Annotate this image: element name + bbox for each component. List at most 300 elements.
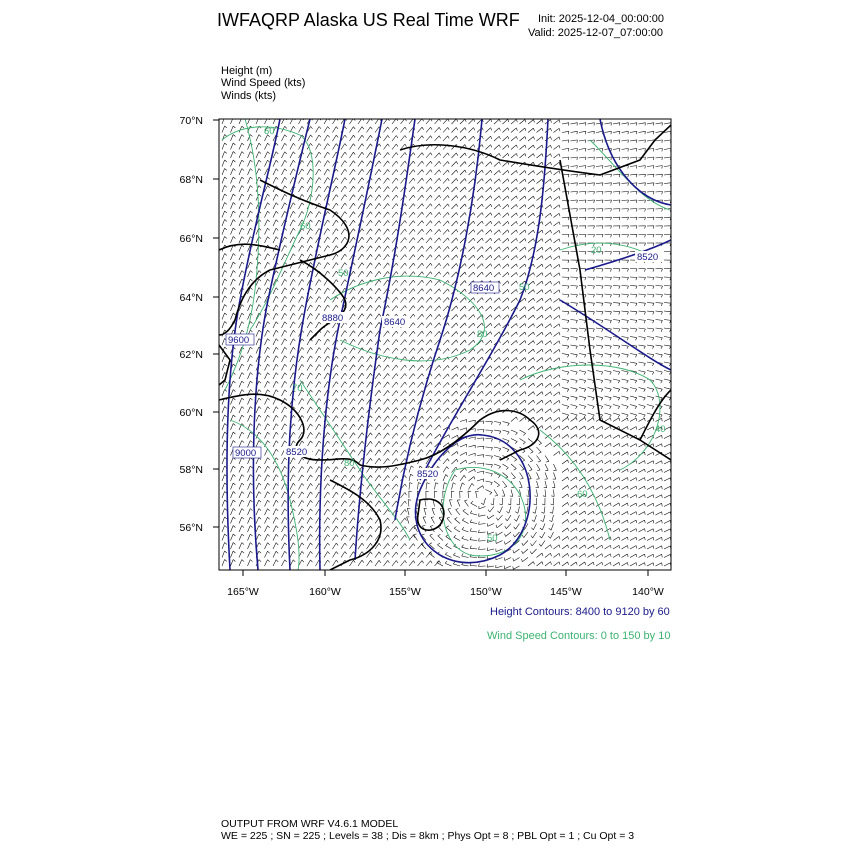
wind-barb-flag xyxy=(474,136,475,139)
wind-barb-flag xyxy=(371,339,373,341)
wind-barb-flag xyxy=(225,126,227,128)
wind-barb-flag xyxy=(439,272,440,275)
wind-barb-flag xyxy=(636,166,637,169)
wind-barb xyxy=(443,153,448,158)
wind-barb-flag xyxy=(328,339,330,341)
wind-barb-flag xyxy=(379,161,381,164)
wind-barb-flag xyxy=(491,474,492,477)
wind-barb xyxy=(537,128,543,132)
wind-barb xyxy=(316,424,320,430)
wind-barb-flag xyxy=(242,305,244,307)
wind-barb xyxy=(307,415,311,421)
wind-barb-flag xyxy=(225,177,227,179)
wind-barb-flag xyxy=(276,305,278,307)
wind-barb-flag xyxy=(516,298,517,301)
wind-barb-flag xyxy=(601,372,603,375)
wind-barb-flag xyxy=(533,264,534,267)
wind-barb xyxy=(460,323,465,328)
wind-barb xyxy=(452,255,457,260)
wind-barb xyxy=(486,315,491,320)
wind-barb xyxy=(588,311,595,312)
wind-barb-flag xyxy=(482,128,483,131)
wind-barb-flag xyxy=(611,209,612,212)
wind-barb xyxy=(324,220,328,226)
wind-barb-flag xyxy=(456,238,457,241)
wind-barb xyxy=(231,152,234,159)
wind-barb xyxy=(409,178,413,183)
wind-barb-flag xyxy=(328,501,330,503)
wind-barb xyxy=(282,152,285,158)
wind-barb-flag xyxy=(491,221,492,224)
wind-barb xyxy=(545,473,548,480)
wind-barb-flag xyxy=(302,279,304,281)
wind-barb xyxy=(511,187,516,192)
wind-barb-flag xyxy=(413,280,415,283)
wind-barb-flag xyxy=(353,424,355,426)
wind-barb-flag xyxy=(619,469,620,472)
wind-barb-flag xyxy=(353,280,355,282)
wind-barb-flag xyxy=(362,399,364,401)
wind-barb-flag xyxy=(371,144,373,146)
wind-barb xyxy=(494,213,499,218)
wind-barb-flag xyxy=(644,363,646,366)
wind-barb xyxy=(384,271,388,277)
wind-barb xyxy=(605,157,612,158)
wind-barb xyxy=(503,391,508,396)
wind-barb-flag xyxy=(499,170,500,173)
wind-barb-flag xyxy=(371,271,373,273)
wind-barb-flag xyxy=(491,465,492,468)
wind-barb xyxy=(426,408,431,413)
wind-barb xyxy=(656,379,663,381)
wind-barb-flag xyxy=(628,226,629,229)
wind-barb-flag xyxy=(462,483,464,485)
wind-barb-flag xyxy=(499,349,500,352)
wind-barb-flag xyxy=(559,179,560,182)
wind-barb-flag xyxy=(645,469,646,472)
wind-barb-flag xyxy=(233,237,235,239)
wind-barb xyxy=(511,289,516,294)
wind-barb xyxy=(307,483,311,489)
wind-barb xyxy=(341,254,345,260)
wind-barb-flag xyxy=(645,452,646,455)
wind-barb xyxy=(265,466,268,472)
wind-barb xyxy=(503,430,510,432)
wind-barb xyxy=(605,200,612,201)
wind-barb-flag xyxy=(285,424,287,426)
wind-barb-flag xyxy=(636,286,637,289)
wind-barb xyxy=(656,123,663,124)
wind-barb-flag xyxy=(388,382,390,385)
wind-barb xyxy=(460,428,467,430)
wind-barb xyxy=(316,144,320,150)
wind-barb-flag xyxy=(465,289,466,292)
wind-barb-flag xyxy=(636,277,637,280)
wind-barb xyxy=(324,475,328,481)
wind-barb xyxy=(528,341,533,345)
wind-barb xyxy=(613,435,619,439)
wind-barb-flag xyxy=(610,312,611,315)
wind-barb-flag xyxy=(302,296,304,298)
wind-barb xyxy=(358,152,362,158)
wind-barb xyxy=(426,442,431,447)
wind-barb-flag xyxy=(568,502,569,505)
wind-barb xyxy=(299,398,302,404)
wind-barb-flag xyxy=(362,169,364,171)
wind-barb-flag xyxy=(498,476,500,478)
wind-barb-flag xyxy=(525,188,526,191)
wind-barb xyxy=(486,272,491,277)
wind-barb xyxy=(486,366,491,371)
wind-barb-flag xyxy=(242,220,244,222)
wind-barb-flag xyxy=(619,286,620,289)
wind-barb-flag xyxy=(610,295,611,298)
wind-barb-flag xyxy=(396,331,398,334)
wind-barb xyxy=(477,264,482,269)
wind-barb-flag xyxy=(405,195,407,198)
wind-barb xyxy=(554,298,560,302)
wind-barb-flag xyxy=(636,495,637,498)
wind-barb-flag xyxy=(379,509,381,512)
wind-barb-flag xyxy=(336,365,338,367)
wind-barb-flag xyxy=(653,486,654,489)
wind-barb xyxy=(401,127,405,133)
wind-barb-flag xyxy=(371,348,373,350)
wind-barb xyxy=(222,322,225,329)
wind-barb-flag xyxy=(470,511,472,513)
wind-barb xyxy=(647,140,654,141)
wind-barb xyxy=(333,186,337,192)
wind-barb-flag xyxy=(250,509,252,511)
wind-barb xyxy=(222,169,225,176)
wind-barb-flag xyxy=(233,475,235,477)
wind-barb xyxy=(350,144,354,150)
wind-barb-flag xyxy=(439,187,440,190)
wind-barb-flag xyxy=(285,364,287,366)
wind-barb xyxy=(545,417,551,421)
wind-barb xyxy=(452,127,457,132)
wind-barb xyxy=(452,483,454,490)
wind-barb-flag xyxy=(413,170,415,173)
wind-barb-flag xyxy=(396,187,398,190)
wind-barb xyxy=(299,254,302,260)
wind-barb xyxy=(358,288,362,294)
wind-barb xyxy=(622,131,629,132)
wind-barb xyxy=(554,426,560,430)
wind-barb-flag xyxy=(431,374,433,377)
wind-barb-flag xyxy=(610,469,611,472)
wind-barb-flag xyxy=(242,245,244,247)
wind-barb xyxy=(248,152,251,158)
wind-barb xyxy=(545,196,551,200)
wind-barb-flag xyxy=(465,247,466,250)
wind-barb xyxy=(664,174,671,175)
wind-barb-flag xyxy=(379,178,381,181)
wind-barb xyxy=(239,364,242,370)
wind-barb-flag xyxy=(259,135,261,137)
wind-barb-flag xyxy=(653,329,654,332)
wind-barb xyxy=(562,413,569,415)
wind-barb-flag xyxy=(568,477,569,480)
wind-barb-flag xyxy=(627,269,628,272)
wind-barb-flag xyxy=(474,408,475,411)
wind-barb-flag xyxy=(619,157,620,160)
wind-barb xyxy=(562,337,569,338)
wind-barb-flag xyxy=(353,203,355,205)
wind-barb-flag xyxy=(662,503,663,506)
wind-barb xyxy=(401,255,405,261)
wind-barb-flag xyxy=(422,297,424,300)
wind-barb-flag xyxy=(516,230,517,233)
wind-barb-flag xyxy=(285,398,287,400)
wind-barb xyxy=(507,515,511,521)
wind-barb-flag xyxy=(353,399,355,401)
wind-barb xyxy=(596,452,602,456)
wind-barb xyxy=(384,390,388,396)
wind-barb-flag xyxy=(225,322,227,324)
wind-barb-flag xyxy=(456,136,457,139)
wind-barb-flag xyxy=(268,364,270,366)
wind-barb xyxy=(545,481,547,488)
wind-barb-flag xyxy=(362,509,364,511)
wind-barb xyxy=(571,452,577,456)
wind-barb-flag xyxy=(482,306,483,309)
wind-barb xyxy=(409,255,413,260)
wind-barb xyxy=(418,314,423,319)
wind-barb-flag xyxy=(611,148,612,151)
wind-barb-flag xyxy=(577,140,578,143)
wind-barb xyxy=(579,131,586,132)
wind-barb xyxy=(426,187,431,192)
wind-barb xyxy=(664,435,670,438)
wind-barb xyxy=(613,191,620,192)
wind-barb-flag xyxy=(545,470,548,471)
wind-barb xyxy=(426,263,431,268)
wind-barb-flag xyxy=(516,255,517,258)
wind-barb xyxy=(392,238,396,244)
wind-barb-flag xyxy=(242,254,244,256)
wind-barb-flag xyxy=(508,340,509,343)
wind-barb xyxy=(265,339,268,345)
wind-barb-flag xyxy=(345,365,347,367)
wind-barb xyxy=(307,135,311,141)
wind-barb-flag xyxy=(250,475,252,477)
wind-barb-flag xyxy=(568,183,569,186)
wind-barb xyxy=(316,297,320,303)
wind-barb-flag xyxy=(483,463,484,466)
wind-barb-flag xyxy=(567,381,569,384)
wind-barb xyxy=(299,373,302,379)
wind-barb-flag xyxy=(362,356,364,358)
wind-barb-flag xyxy=(328,467,330,469)
wind-barb xyxy=(239,143,242,149)
wind-barb-flag xyxy=(483,430,484,433)
wind-barb xyxy=(562,485,568,489)
wind-barb-flag xyxy=(653,495,654,498)
wind-barb xyxy=(571,371,578,373)
wind-barb xyxy=(528,154,533,158)
wind-barb-flag xyxy=(371,441,373,443)
wind-barb-flag xyxy=(439,263,440,266)
wind-barb xyxy=(579,123,586,124)
wind-barb xyxy=(384,331,388,337)
wind-barb xyxy=(290,169,293,175)
wind-barb-flag xyxy=(250,364,252,366)
wind-barb xyxy=(358,390,362,396)
wind-barb xyxy=(350,390,354,396)
wind-barb xyxy=(375,441,379,447)
wind-barb-flag xyxy=(250,271,252,273)
wind-barb xyxy=(562,123,569,124)
wind-barb xyxy=(528,205,533,209)
wind-barb-flag xyxy=(491,179,492,182)
wind-barb-flag xyxy=(431,306,433,309)
wind-barb xyxy=(358,373,362,379)
wind-barb xyxy=(460,452,466,455)
wind-barb xyxy=(409,391,413,396)
wind-barb-flag xyxy=(456,416,457,419)
wind-barb-flag xyxy=(379,407,381,410)
wind-barb xyxy=(231,254,234,261)
wind-barb-flag xyxy=(379,203,381,206)
wind-barb xyxy=(579,328,586,329)
wind-barb xyxy=(622,461,628,465)
wind-barb-flag xyxy=(431,408,433,411)
wind-barb xyxy=(579,452,585,456)
wind-barb xyxy=(435,382,440,387)
wind-barb-flag xyxy=(405,204,407,207)
wind-barb xyxy=(588,303,595,304)
wind-barb-flag xyxy=(568,131,569,134)
wind-barb-flag xyxy=(302,492,304,494)
wind-barb-flag xyxy=(405,272,407,275)
wind-barb xyxy=(477,430,484,431)
wind-barb xyxy=(231,203,234,210)
wind-barb xyxy=(503,136,508,141)
wind-barb xyxy=(333,467,337,473)
wind-barb-flag xyxy=(396,297,398,300)
wind-barb xyxy=(367,220,371,226)
wind-barb-flag xyxy=(669,415,671,417)
wind-barb xyxy=(452,331,457,336)
wind-barb xyxy=(605,345,612,346)
wind-barb-flag xyxy=(285,245,287,247)
wind-barb xyxy=(460,315,465,320)
wind-barb-flag xyxy=(585,157,586,160)
wind-barb xyxy=(409,483,410,490)
wind-barb-flag xyxy=(259,500,261,502)
wind-barb xyxy=(477,471,484,472)
wind-barb xyxy=(333,237,337,243)
wind-barb-flag xyxy=(431,187,433,190)
wind-barb-flag xyxy=(353,365,355,367)
wind-barb-flag xyxy=(585,217,586,220)
wind-barb xyxy=(656,354,663,355)
wind-barb-flag xyxy=(482,374,483,377)
wind-barb xyxy=(392,467,396,473)
wind-barb xyxy=(265,152,268,158)
wind-barb-flag xyxy=(482,196,483,199)
wind-barb-flag xyxy=(259,262,261,264)
wind-barb xyxy=(443,382,448,387)
wind-barb xyxy=(256,500,259,506)
wind-barb xyxy=(392,493,396,499)
wind-barb xyxy=(469,461,476,464)
wind-barb-flag xyxy=(602,277,603,280)
wind-barb xyxy=(622,140,629,141)
wind-barb-flag xyxy=(661,303,662,306)
wind-barb-flag xyxy=(353,407,355,409)
wind-barb xyxy=(596,123,603,124)
wind-barb-flag xyxy=(302,458,304,460)
wind-barb xyxy=(554,481,556,488)
wind-barb xyxy=(630,388,637,390)
wind-barb-flag xyxy=(353,169,355,171)
wind-barb-flag xyxy=(353,382,355,384)
wind-barb xyxy=(409,238,413,243)
wind-barb xyxy=(537,273,543,277)
wind-barb-flag xyxy=(482,264,483,267)
wind-barb xyxy=(554,375,560,379)
wind-barb-flag xyxy=(371,186,373,188)
wind-barb-flag xyxy=(567,415,569,417)
wind-barb xyxy=(341,152,345,158)
wind-barb xyxy=(392,476,396,482)
wind-barb xyxy=(265,373,268,379)
wind-barb xyxy=(613,486,619,490)
wind-barb xyxy=(486,349,491,354)
wind-barb-flag xyxy=(388,348,390,351)
wind-barb xyxy=(545,332,551,336)
wind-barb-flag xyxy=(499,357,500,360)
wind-barb xyxy=(656,294,663,295)
wind-barb xyxy=(426,136,431,141)
wind-barb xyxy=(622,354,629,355)
wind-barb-flag xyxy=(225,313,227,315)
wind-barb-flag xyxy=(302,254,304,256)
wind-barb xyxy=(647,478,653,481)
wind-barb xyxy=(392,297,396,303)
wind-barb xyxy=(392,382,396,388)
wind-barb-flag xyxy=(293,305,295,307)
wind-barb-flag xyxy=(225,347,227,349)
wind-barb xyxy=(316,458,320,464)
wind-barb xyxy=(265,254,268,260)
wind-barb-flag xyxy=(422,238,424,241)
wind-barb-flag xyxy=(439,255,440,258)
wind-barb-flag xyxy=(584,398,586,401)
wind-barb xyxy=(341,356,345,362)
wind-barb xyxy=(469,119,474,124)
wind-barb-flag xyxy=(336,135,338,137)
wind-barb-flag xyxy=(379,492,381,495)
wind-barb xyxy=(605,443,611,447)
wind-barb-flag xyxy=(413,391,415,394)
wind-barb xyxy=(392,136,396,142)
wind-barb xyxy=(571,286,578,287)
wind-barb-flag xyxy=(645,174,646,177)
wind-barb xyxy=(367,509,371,515)
wind-barb-flag xyxy=(662,148,663,151)
wind-barb xyxy=(409,374,413,379)
wind-barb-flag xyxy=(551,358,552,361)
wind-barb-flag xyxy=(576,295,577,298)
wind-barb xyxy=(256,407,259,413)
wind-barb xyxy=(622,123,629,124)
wind-barb xyxy=(484,498,486,505)
wind-barb xyxy=(605,379,612,381)
wind-barb xyxy=(469,306,474,311)
